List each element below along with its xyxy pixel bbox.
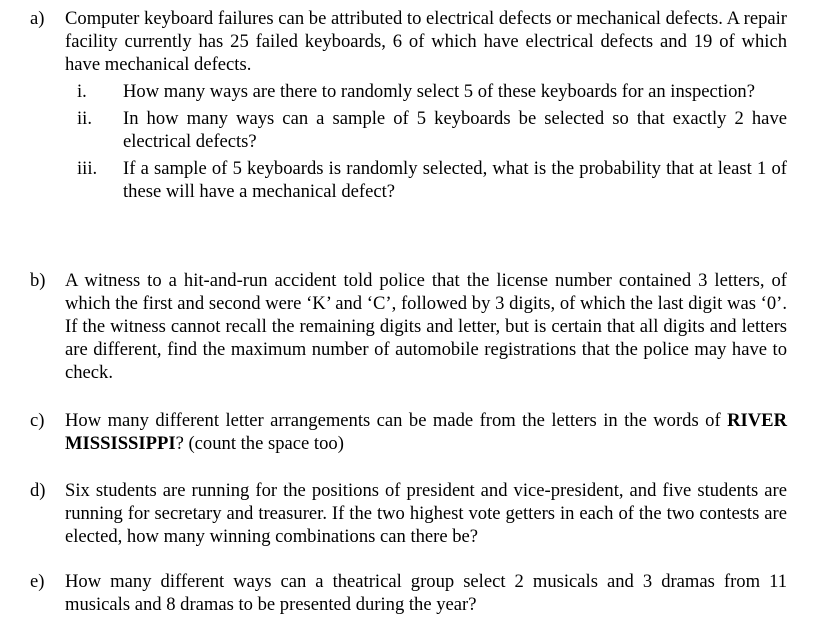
question-e: [30, 570, 787, 616]
question-d: [30, 479, 787, 548]
sub-iii-label: iii.: [77, 158, 98, 179]
question-c-text-after: ? (count the space too): [175, 433, 344, 454]
sub-ii-label: ii.: [77, 108, 92, 129]
question-c-label: c): [30, 410, 45, 431]
question-d-label: d): [30, 480, 46, 501]
question-a-label: a): [30, 8, 45, 29]
sub-i-label: i.: [77, 81, 87, 102]
sub-iii-text: If a sample of 5 keyboards is randomly selected, what is the probability that at least 1 of these will have a mechanical defect?: [123, 158, 787, 202]
question-d-text: Six students are running for the positions of president and vice-president, and five students are running for secretary and treasurer. If the two highest vote getters in each of the two contests are elected, how many winning combinations can there be?: [65, 480, 787, 547]
sub-i-text: How many ways are there to randomly select 5 of these keyboards for an inspection?: [123, 81, 755, 102]
question-a-sub-iii: [65, 157, 787, 203]
question-c-bold-words: RIVER MISSISSIPPI: [65, 410, 787, 454]
question-b-text: A witness to a hit-and-run accident told police that the license number contained 3 letters, of which the first and second were ‘K’ and ‘C’, followed by 3 digits, of which the last digit was ‘0’. If the witness cannot recall the remaining digits and letter, but is certain that all digits and letters are different, find the maximum number of automobile registrations that the police may have to check.: [65, 270, 787, 383]
question-c-text: [65, 409, 787, 455]
question-a-sub-ii: [65, 107, 787, 153]
question-a-text: Computer keyboard failures can be attributed to electrical defects or mechanical defects. A repair facility currently has 25 failed keyboards, 6 of which have electrical defects and 19 of which have mechanical defects.: [65, 8, 787, 75]
question-a-sub-i: [65, 80, 787, 103]
question-b: [30, 269, 787, 384]
question-c-text-before: How many different letter arrangements can be made from the letters in the words of: [65, 410, 728, 431]
question-e-label: e): [30, 571, 45, 592]
sub-ii-text: In how many ways can a sample of 5 keyboards be selected so that exactly 2 have electrical defects?: [123, 108, 787, 152]
question-a: [30, 7, 787, 203]
question-c: [30, 409, 787, 455]
question-e-text: How many different ways can a theatrical group select 2 musicals and 3 dramas from 11 musicals and 8 dramas to be presented during the year?: [65, 571, 787, 615]
question-b-label: b): [30, 270, 46, 291]
